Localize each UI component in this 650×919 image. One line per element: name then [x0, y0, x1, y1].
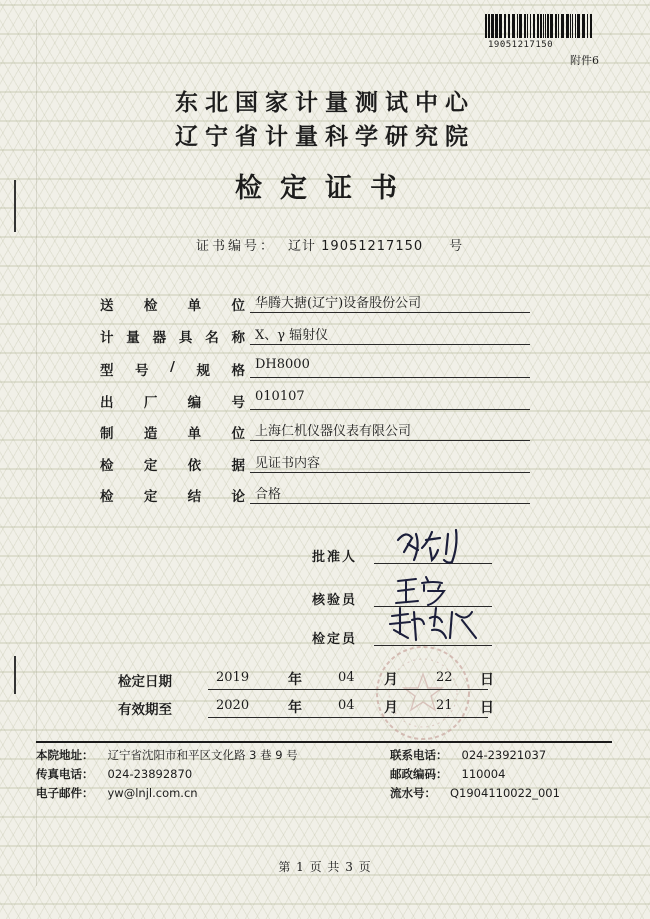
org-name-line2: 辽宁省计量科学研究院: [175, 124, 475, 150]
field-label: [100, 454, 245, 474]
serial-line: [390, 785, 560, 801]
field-label: [100, 422, 245, 442]
barcode-bar: [570, 14, 571, 38]
barcode-bar: [530, 14, 531, 38]
page-number: 第 1 页 共 3 页: [278, 860, 372, 874]
org-name-line1: 东北国家计量测试中心: [175, 90, 475, 116]
barcode-bar: [499, 14, 502, 38]
label-char: 单: [187, 298, 202, 314]
barcode-bar: [540, 14, 542, 38]
field-conclusion: [100, 482, 530, 504]
barcode-number: 19051217150: [488, 40, 554, 50]
field-instrument-name: [100, 323, 530, 345]
barcode-bar: [537, 14, 539, 38]
valid-until-label: 有效期至: [118, 702, 172, 718]
cert-no-value: 辽计 19051217150: [288, 239, 424, 254]
label-char: 据: [231, 458, 245, 474]
label-char: 号: [231, 395, 245, 411]
underline: [250, 409, 530, 410]
phone-label: 联系电话：: [390, 748, 448, 762]
serial-label: 流水号：: [390, 786, 436, 800]
barcode-bar: [558, 14, 559, 38]
valid-year: 2020: [216, 698, 250, 713]
label-char: 具: [178, 330, 193, 346]
email-line: [36, 785, 198, 801]
field-label: [100, 326, 245, 346]
label-char: 型: [100, 363, 114, 379]
postcode-label: 邮政编码：: [390, 767, 448, 781]
phone-line: [390, 747, 546, 763]
valid-until-row: [118, 696, 498, 718]
underline: [250, 377, 530, 378]
field-model-spec: [100, 356, 530, 378]
label-char: 出: [100, 395, 114, 411]
verify-day: 22: [436, 670, 453, 685]
barcode-bar: [504, 14, 506, 38]
field-value: 合格: [255, 487, 282, 502]
verification-date-row: [118, 668, 498, 690]
label-char: 单: [187, 426, 202, 442]
barcode-bar: [519, 14, 522, 38]
barcode-bar: [582, 14, 585, 38]
field-value: 010107: [255, 389, 305, 404]
barcode-bar: [508, 14, 510, 38]
binding-mark-bottom: [14, 656, 16, 694]
barcode-bar: [550, 14, 553, 38]
field-factory-number: [100, 388, 530, 410]
address-label: 本院地址：: [36, 748, 94, 762]
cert-no-label: 证书编号：: [196, 239, 277, 254]
label-char: 名: [205, 330, 219, 346]
field-manufacturer: [100, 419, 530, 441]
label-char: 位: [231, 298, 245, 314]
label-char: 称: [231, 330, 245, 346]
underline: [208, 717, 488, 718]
fax-value: 024-23892870: [107, 767, 193, 781]
label-char: 制: [100, 426, 114, 442]
approver-row: [312, 540, 492, 564]
label-char: 造: [143, 426, 158, 442]
label-char: 号: [135, 363, 149, 379]
field-label: [100, 359, 245, 379]
fax-label: 传真电话：: [36, 767, 94, 781]
barcode: [484, 14, 596, 38]
verify-date-label: 检定日期: [118, 674, 172, 690]
barcode-bar: [547, 14, 549, 38]
verifier-signature-icon: [394, 573, 464, 607]
barcode-bar: [555, 14, 557, 38]
underline: [250, 503, 530, 504]
label-char: 计: [100, 330, 114, 346]
day-unit: 日: [480, 672, 494, 688]
field-value: 华腾大搪(辽宁)设备股份公司: [255, 296, 422, 311]
barcode-bar: [488, 14, 490, 38]
field-value: 上海仁机仪器仪表有限公司: [255, 424, 412, 439]
label-char: 检: [100, 458, 114, 474]
approver-signature-icon: [392, 526, 482, 566]
barcode-bar: [561, 14, 564, 38]
field-value: 见证书内容: [255, 456, 321, 471]
barcode-bar: [491, 14, 494, 38]
label-char: 论: [231, 489, 245, 505]
year-unit: 年: [288, 700, 302, 716]
underline: [208, 689, 488, 690]
field-label: [100, 391, 245, 411]
barcode-bar: [587, 14, 588, 38]
field-value: DH8000: [255, 357, 310, 372]
label-char: 器: [152, 330, 167, 346]
label-char: /: [170, 359, 175, 375]
fax-line: [36, 766, 192, 782]
label-char: 依: [187, 458, 202, 474]
postcode-line: [390, 766, 505, 782]
label-char: 检: [100, 489, 114, 505]
barcode-bar: [543, 14, 544, 38]
underline: [250, 440, 530, 441]
barcode-bar: [527, 14, 528, 38]
seal-stamp-icon: [368, 638, 478, 748]
year-unit: 年: [288, 672, 302, 688]
barcode-bar: [485, 14, 487, 38]
barcode-bar: [566, 14, 569, 38]
label-char: 定: [143, 489, 158, 505]
label-char: 厂: [143, 395, 158, 411]
inspector-label: 检定员: [312, 632, 358, 647]
barcode-bar: [545, 14, 546, 38]
underline: [250, 344, 530, 345]
label-char: 格: [231, 363, 245, 379]
barcode-bar: [577, 14, 580, 38]
cert-no-suffix: 号: [449, 239, 464, 254]
address-value: 辽宁省沈阳市和平区文化路 3 巷 9 号: [107, 748, 298, 762]
email-value: yw@lnjl.com.cn: [107, 786, 198, 800]
field-value: X、γ 辐射仪: [255, 328, 329, 343]
verifier-label: 核验员: [312, 593, 358, 608]
field-submitting-unit: [100, 291, 530, 313]
label-char: 规: [196, 363, 210, 379]
barcode-bar: [590, 14, 592, 38]
month-unit: 月: [384, 672, 398, 688]
label-char: 编: [187, 395, 202, 411]
label-char: 检: [143, 298, 158, 314]
label-char: 结: [187, 489, 202, 505]
email-label: 电子邮件：: [36, 786, 94, 800]
verify-month: 04: [338, 670, 355, 685]
postcode-value: 110004: [461, 767, 506, 781]
month-unit: 月: [384, 700, 398, 716]
document-title: 检定证书: [235, 173, 415, 204]
barcode-bar: [512, 14, 515, 38]
underline: [250, 472, 530, 473]
footer-divider: [36, 741, 612, 743]
barcode-bar: [572, 14, 573, 38]
barcode-bar: [495, 14, 498, 38]
serial-value: Q1904110022_001: [450, 786, 560, 800]
label-char: 量: [126, 330, 140, 346]
label-char: 位: [231, 426, 245, 442]
field-basis: [100, 451, 530, 473]
barcode-bar: [524, 14, 526, 38]
label-char: 定: [143, 458, 158, 474]
verify-year: 2019: [216, 670, 250, 685]
attachment-label: 附件6: [570, 54, 599, 67]
field-label: [100, 294, 245, 314]
label-char: 送: [100, 298, 114, 314]
underline: [250, 312, 530, 313]
valid-month: 04: [338, 698, 355, 713]
field-label: [100, 485, 245, 505]
certificate-number: [196, 235, 463, 254]
barcode-bar: [533, 14, 535, 38]
barcode-bar: [517, 14, 518, 38]
valid-day: 21: [436, 698, 453, 713]
phone-value: 024-23921037: [461, 748, 547, 762]
address-line: [36, 747, 298, 763]
approver-label: 批准人: [312, 550, 358, 565]
barcode-bar: [575, 14, 576, 38]
day-unit: 日: [480, 700, 494, 716]
